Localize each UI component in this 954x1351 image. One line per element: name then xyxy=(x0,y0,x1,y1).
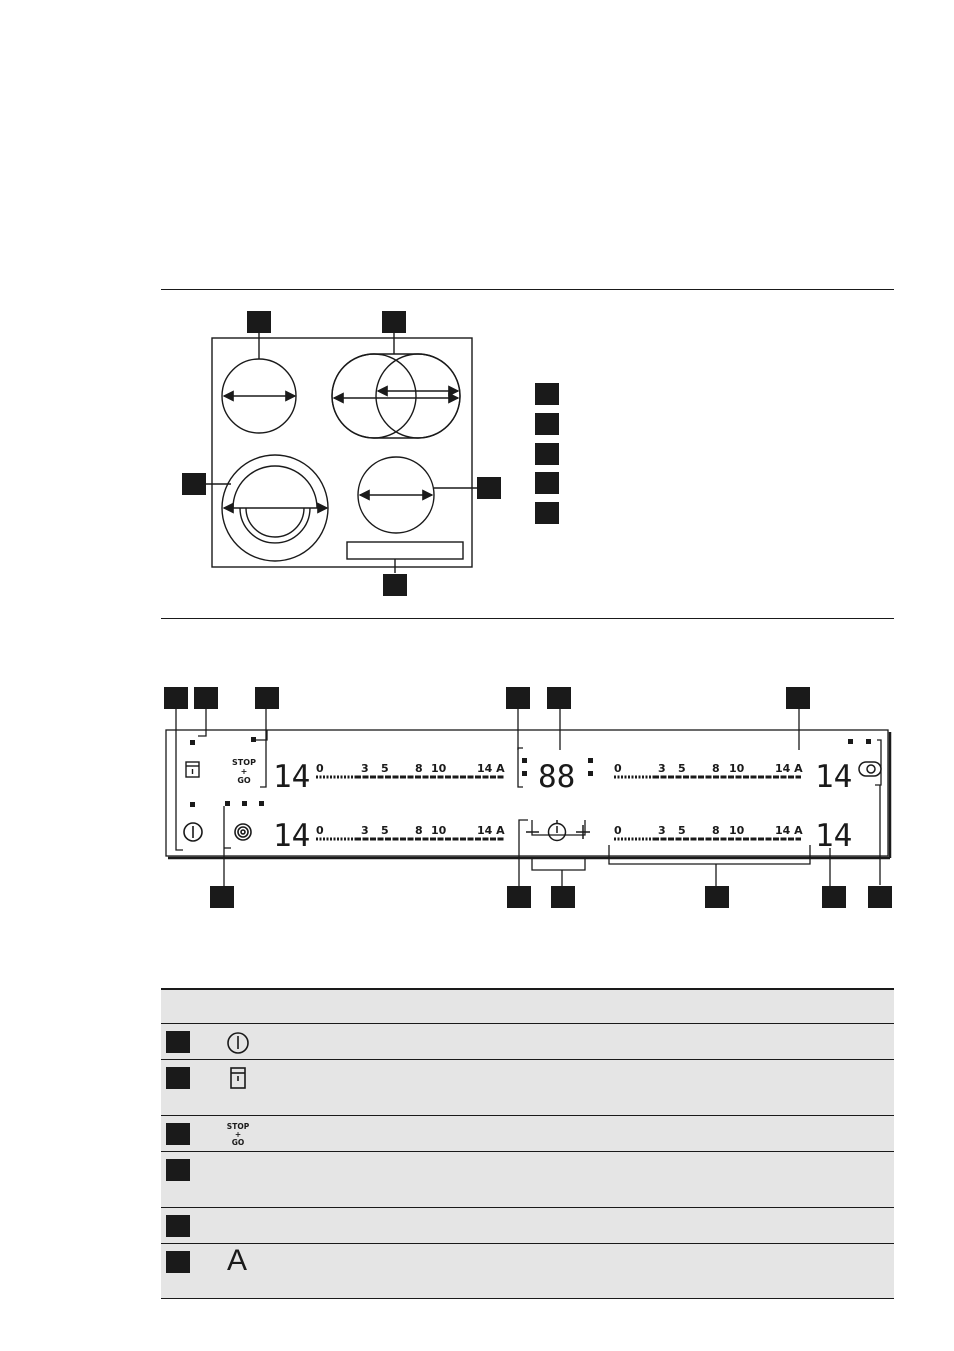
svg-text:10: 10 xyxy=(431,762,447,775)
callout-marker xyxy=(705,886,729,908)
svg-text:10: 10 xyxy=(729,762,745,775)
timer-display: 88 xyxy=(538,759,576,795)
svg-text:14 A: 14 A xyxy=(775,762,803,775)
svg-text:0: 0 xyxy=(316,762,324,775)
svg-text:8: 8 xyxy=(712,762,720,775)
svg-text:GO: GO xyxy=(231,1138,245,1147)
timer-plus-icon xyxy=(576,825,590,839)
svg-text:5: 5 xyxy=(678,824,686,837)
timer-clock-icon xyxy=(549,820,566,841)
callout-marker xyxy=(547,687,571,709)
svg-text:5: 5 xyxy=(381,762,389,775)
table-row xyxy=(161,1244,894,1299)
callout-marker xyxy=(507,886,531,908)
svg-text:3: 3 xyxy=(361,824,369,837)
row-number-marker xyxy=(166,1251,190,1273)
svg-text:8: 8 xyxy=(415,824,423,837)
controls-table xyxy=(161,988,894,1299)
svg-text:5: 5 xyxy=(381,824,389,837)
row-number-marker xyxy=(166,1067,190,1089)
power-display-rear-left: 14 xyxy=(273,818,311,854)
svg-text:STOP: STOP xyxy=(226,1122,250,1131)
stop-go-icon xyxy=(223,1121,253,1149)
callout-marker xyxy=(194,687,218,709)
power-icon xyxy=(223,1029,253,1057)
hob2hood-icon xyxy=(859,762,881,776)
svg-text:8: 8 xyxy=(712,824,720,837)
svg-text:3: 3 xyxy=(658,762,666,775)
row-number-marker xyxy=(166,1123,190,1145)
callout-marker xyxy=(164,687,188,709)
callout-marker xyxy=(210,886,234,908)
callout-marker xyxy=(868,886,892,908)
svg-text:8: 8 xyxy=(415,762,423,775)
callout-marker xyxy=(255,687,279,709)
lock-icon xyxy=(223,1065,253,1093)
stop-go-label-line3: GO xyxy=(237,776,251,785)
row-number-marker xyxy=(166,1031,190,1053)
svg-text:0: 0 xyxy=(316,824,324,837)
lock-icon xyxy=(186,762,199,777)
table-row xyxy=(161,1024,894,1060)
table-header xyxy=(161,988,894,1024)
svg-text:10: 10 xyxy=(729,824,745,837)
power-slider-right-top xyxy=(614,762,803,775)
callout-marker xyxy=(822,886,846,908)
svg-text:3: 3 xyxy=(658,824,666,837)
power-slider-left-bottom xyxy=(316,824,505,837)
svg-text:14 A: 14 A xyxy=(477,762,505,775)
power-slider-left-top xyxy=(316,762,505,775)
svg-text:0: 0 xyxy=(614,762,622,775)
power-boost-icon xyxy=(235,824,251,840)
power-slider-right-bottom xyxy=(614,824,803,837)
power-display-rear-right: 14 xyxy=(815,818,853,854)
stop-go-label-line2: + xyxy=(240,767,248,776)
callout-marker xyxy=(506,687,530,709)
svg-text:0: 0 xyxy=(614,824,622,837)
table-row xyxy=(161,1060,894,1116)
svg-text:3: 3 xyxy=(361,762,369,775)
stop-go-label-line1: STOP xyxy=(232,758,256,767)
svg-text:10: 10 xyxy=(431,824,447,837)
callout-marker xyxy=(551,886,575,908)
callout-marker xyxy=(786,687,810,709)
power-icon xyxy=(184,823,202,841)
table-row xyxy=(161,1116,894,1152)
table-row xyxy=(161,1152,894,1208)
table-row xyxy=(161,1208,894,1244)
row-number-marker xyxy=(166,1159,190,1181)
svg-text:14 A: 14 A xyxy=(477,824,505,837)
svg-text:14 A: 14 A xyxy=(775,824,803,837)
automatic-heat-up-icon: A xyxy=(227,1244,248,1277)
power-display-front-left: 14 xyxy=(273,759,311,795)
row-number-marker xyxy=(166,1215,190,1237)
svg-text:5: 5 xyxy=(678,762,686,775)
svg-text:+: + xyxy=(234,1130,242,1139)
power-display-front-right: 14 xyxy=(815,759,853,795)
